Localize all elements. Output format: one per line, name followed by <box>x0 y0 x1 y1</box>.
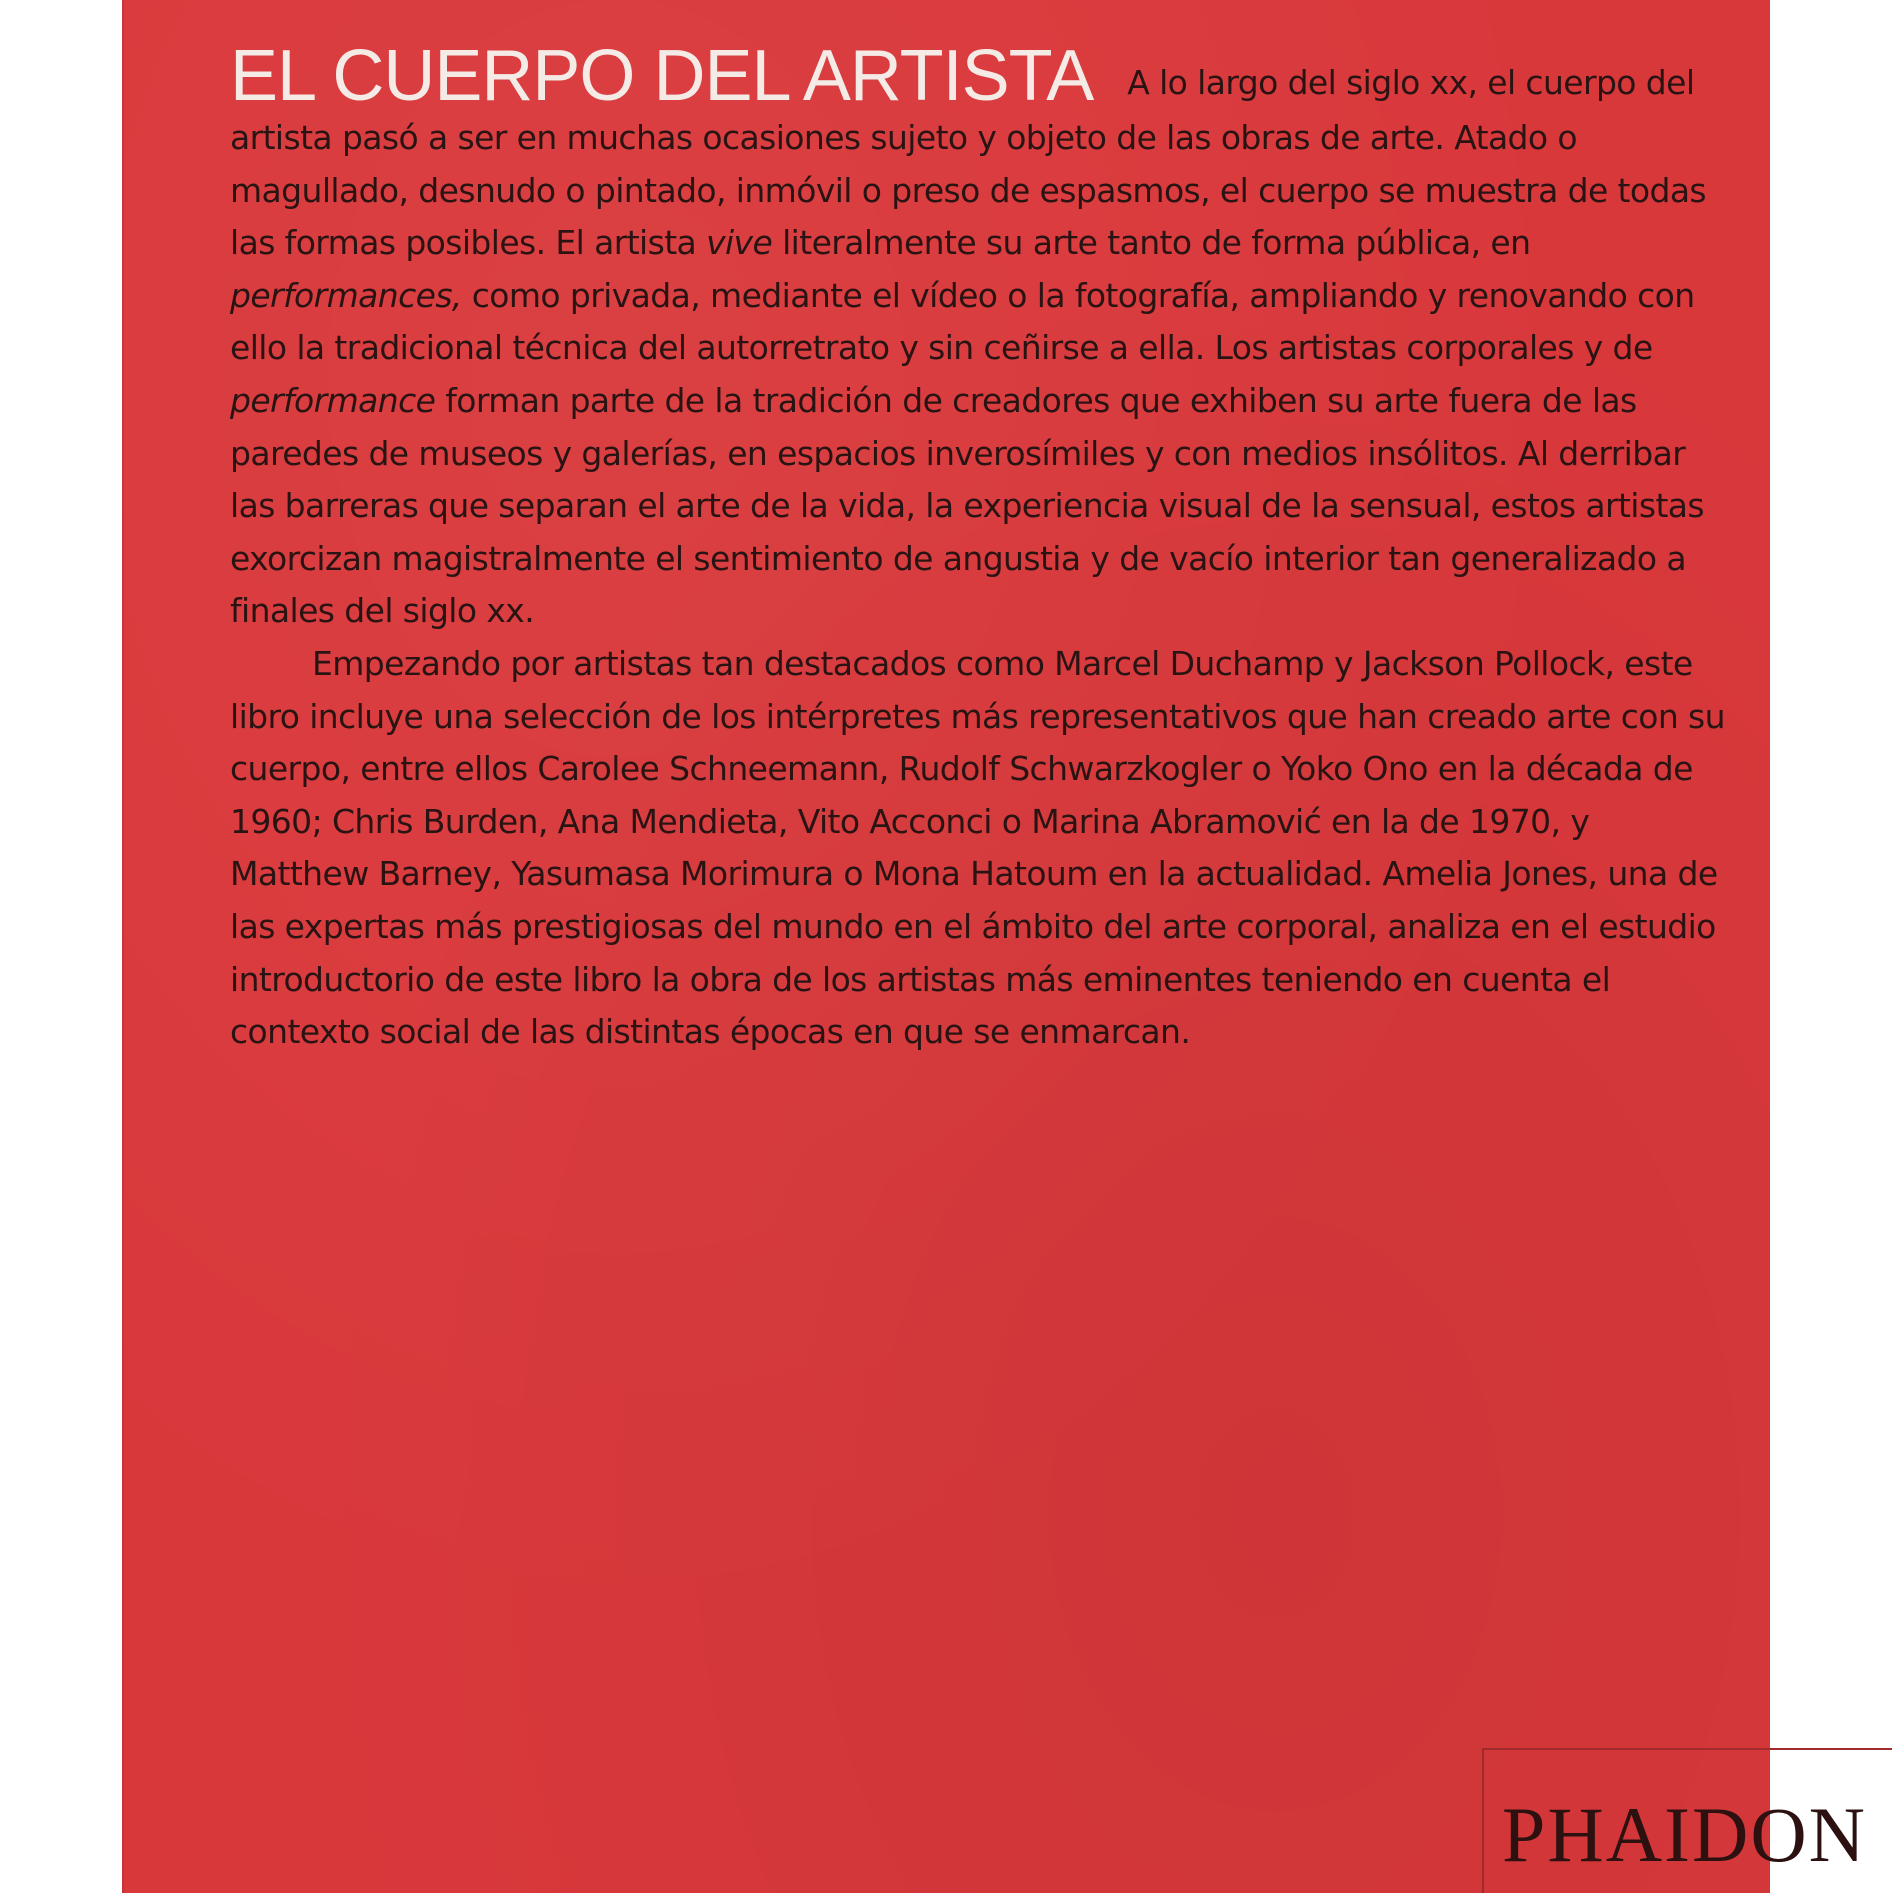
synopsis-text-5: Empezando por artistas tan destacados como Marcel Duchamp y Jackson Pollock, este libro incluye una selección de los intérpretes más representativos que han creado arte con su cuerpo, entre ellos Carolee Schneemann, Rudolf Schwarzkogler o Yoko Ono en la década de 1960; Chris Burden, Ana Mendieta, Vito Acconci o Marina Abramović en la de 1970, y Matthew Barney, Yasumasa Morimura o Mona Hatoum en la actualidad. Amelia Jones, una de las expertas más prestigiosas del mundo en el ámbito del arte corporal, analiza en el estudio introductorio de este libro la obra de los artistas más eminentes teniendo en cuenta el contexto social de las distintas épocas en que se enmarcan. <box>230 643 1725 1052</box>
synopsis-paragraph-1 <box>230 36 1730 638</box>
synopsis-text-2: literalmente su arte tanto de forma pública, en <box>772 223 1531 263</box>
book-back-cover <box>122 0 1867 1893</box>
synopsis-italic-2: performances, <box>230 275 462 315</box>
synopsis-italic-3: performance <box>230 380 436 420</box>
book-title: EL CUERPO DEL ARTISTA <box>230 36 1094 116</box>
synopsis-text-4: forman parte de la tradición de creadores que exhiben su arte fuera de las paredes de museos y galerías, en espacios inverosímiles y con medios insólitos. Al derribar las barreras que separan el arte de la vida, la experiencia visual de la sensual, estos artistas exorcizan magistralmente el sentimiento de angustia y de vacío interior tan generalizado a finales del siglo xx. <box>230 380 1705 631</box>
synopsis-italic-1: vive <box>706 223 773 263</box>
publisher-logo-box <box>1482 1748 1892 1893</box>
synopsis-text-3: como privada, mediante el vídeo o la fotografía, ampliando y renovando con ello la tradicional técnica del autorretrato y sin ceñirse a ella. Los artistas corporales y de <box>230 275 1695 368</box>
synopsis-text-1: A lo largo del siglo xx, el cuerpo del artista pasó a ser en muchas ocasiones sujeto y objeto de las obras de arte. Atado o magullado, desnudo o pintado, inmóvil o preso de espasmos, el cuerpo se muestra de todas las formas posibles. El artista <box>230 63 1707 263</box>
cover-text-block <box>230 36 1730 1059</box>
synopsis-paragraph-2 <box>230 638 1730 1059</box>
publisher-logo: PHAIDON <box>1502 1791 1867 1878</box>
